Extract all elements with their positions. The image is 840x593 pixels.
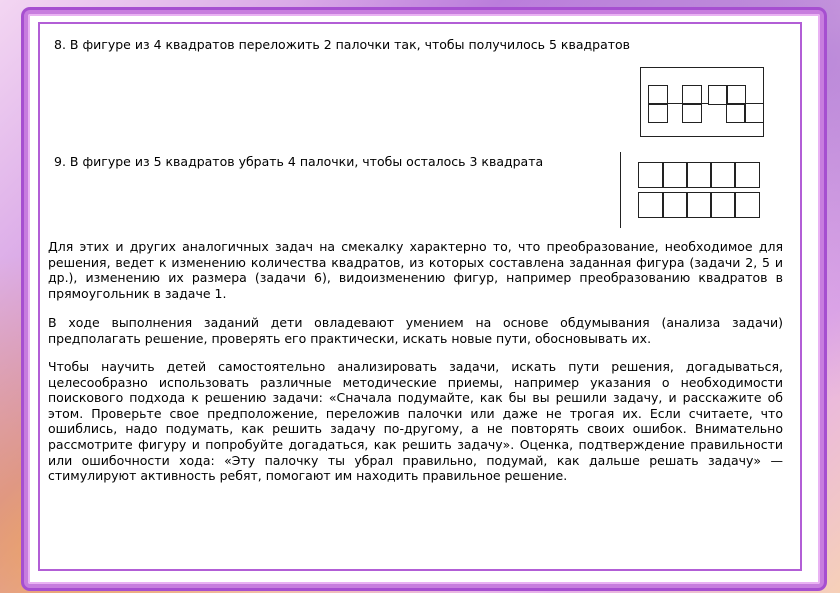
stick-square xyxy=(682,103,702,123)
stick-square xyxy=(734,192,760,218)
stick xyxy=(666,103,682,104)
task-8-text: 8. В фигуре из 4 квадратов переложить 2 палочки так, чтобы получилось 5 квадратов xyxy=(54,37,631,52)
paragraph-1: Для этих и других аналогичных задач на смекалку характерно то, что преобразование, необходимое для решения, ведет к изменению количества квадратов, из которых составлена заданная фигура (задачи 2, 5 и др.), изменению их размера (задачи 6), видоизменению фигур, например преобразованию квадратов в прямоугольник в задаче 1. xyxy=(48,239,783,301)
task-9-figure xyxy=(618,150,768,230)
stick-square xyxy=(648,103,668,123)
stick xyxy=(700,103,708,104)
stick-square xyxy=(686,192,712,218)
stick-square xyxy=(638,162,664,188)
task-9-text: 9. В фигуре из 5 квадратов убрать 4 палочки, чтобы осталось 3 квадрата xyxy=(54,154,544,169)
stick-square xyxy=(726,103,746,123)
stick-square xyxy=(686,162,712,188)
paragraph-3: Чтобы научить детей самостоятельно анализировать задачи, искать пути решения, догадываться, целесообразно использовать различные методические приемы, например указания о необходимости поискового подхода к решению задачи: «Сначала подумайте, как бы вы решили задачу, и расскажите об этом. Проверьте свое предположение, переложив палочки или даже не трогая их. Если считаете, что ошиблись, надо подумать, как решить задачу по-другому, а не повторять своих ошибок. Внимательно рассмотрите фигуру и попробуйте догадаться, как решить задачу». Оценка, подтверждение правильности или ошибочности хода: «Эту палочку ты убрал правильно, подумай, как дальше решать задачу» — стимулируют активность ребят, помогают им находить правильное решение. xyxy=(48,359,783,484)
task-8-figure xyxy=(630,55,772,140)
stick xyxy=(620,152,621,228)
stick-square xyxy=(638,192,664,218)
stick-square xyxy=(710,192,736,218)
stick-square xyxy=(648,85,668,105)
stick-square xyxy=(726,85,746,105)
stick-square xyxy=(734,162,760,188)
stick-square xyxy=(662,162,688,188)
stick-square xyxy=(682,85,702,105)
stick-square xyxy=(662,192,688,218)
stick-square xyxy=(744,103,764,123)
stick-square xyxy=(708,85,728,105)
paragraph-2: В ходе выполнения заданий дети овладевают умением на основе обдумывания (анализа задачи) предполагать решение, проверять его практически, искать новые пути, обосновывать их. xyxy=(48,315,783,346)
stick-square xyxy=(710,162,736,188)
